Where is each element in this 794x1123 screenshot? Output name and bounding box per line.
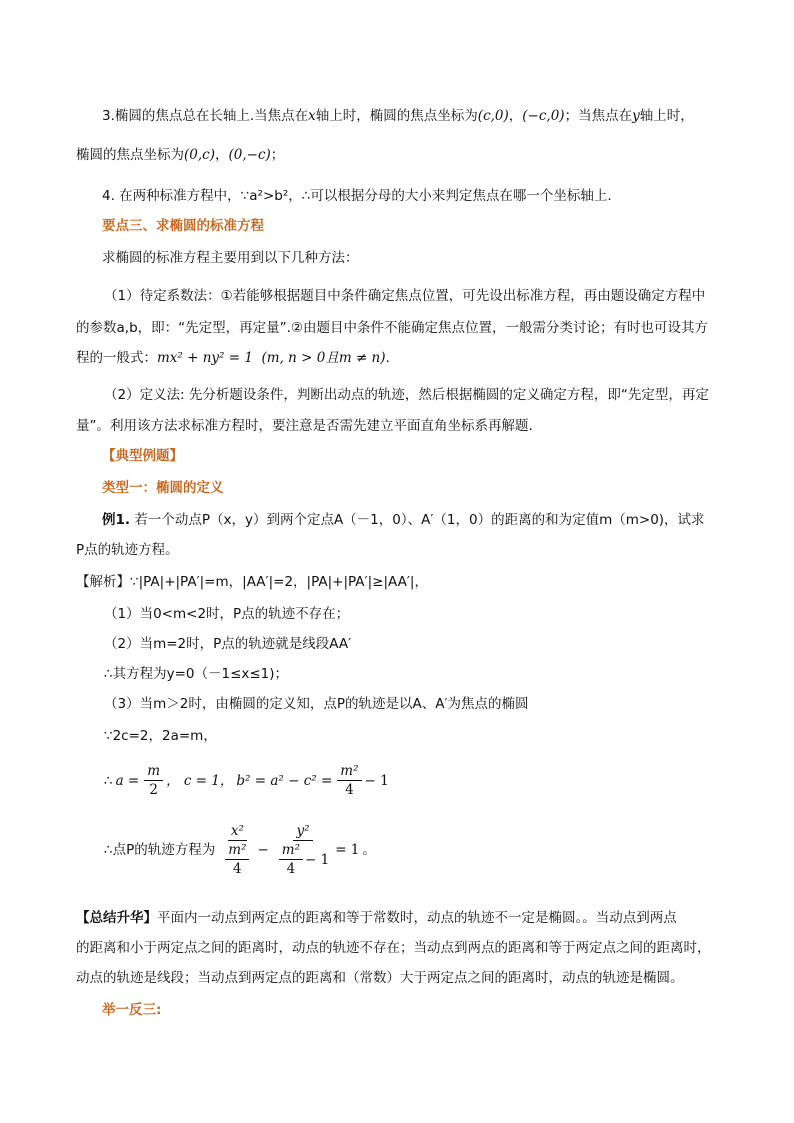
a-fraction: $\frac{m}{2}$ xyxy=(144,762,163,799)
example1-label: 例1. xyxy=(102,512,131,528)
practice-title: 举一反三: xyxy=(102,1002,162,1018)
solution-line1: 【解析】∵|PA|+|PA′|=m，|AA′|=2，|PA|+|PA′|≥|AA′|， xyxy=(76,574,428,590)
solution-label: 【解析】 xyxy=(76,574,130,590)
method1-line2: 的参数a,b，即：“先定型，再定量”.②由题目中条件不能确定焦点位置，一般需分类讨论；有时也可设其方 xyxy=(76,320,709,336)
y-term-fraction: y² $\frac{\text{m²}}{4}$ − 1 xyxy=(274,822,332,878)
solution-case3: （3）当m＞2时，由椭圆的定义知，点P的轨迹是以A、A′为焦点的椭圆 xyxy=(104,696,529,712)
point3-line1: 3.椭圆的焦点总在长轴上.当焦点在x轴上时，椭圆的焦点坐标为(c,0)，(−c,0)；当焦点在y轴上时， xyxy=(102,108,694,124)
typical-examples-title: 【典型例题】 xyxy=(102,448,183,464)
method2-line1: （2）定义法: 先分析题设条件，判断出动点的轨迹，然后根据椭圆的定义确定方程，即“先定型，再定 xyxy=(104,387,709,403)
solution-case2: （2）当m=2时，P点的轨迹就是线段AA′ xyxy=(104,636,352,652)
x-term-inner-fraction: $\frac{\text{m²}}{4}$ xyxy=(225,841,249,878)
section3-title: 要点三、求椭圆的标准方程 xyxy=(102,218,264,234)
example1-line2: P点的轨迹方程。 xyxy=(76,542,179,558)
summary-line2: 的距离和小于两定点之间的距离时，动点的轨迹不存在；当动点到两点的距离和等于两定点之间的距离时， xyxy=(76,940,711,956)
general-equation-condition: (m, n > 0且m ≠ n) xyxy=(261,350,386,366)
method1-line3: 程的一般式：mx² + ny² = 1 (m, n > 0且m ≠ n). xyxy=(76,350,390,366)
point4-text: 4. 在两种标准方程中，∵a²>b²，∴可以根据分母的大小来判定焦点在哪一个坐标轴上. xyxy=(102,188,612,204)
methods-intro: 求椭圆的标准方程主要用到以下几种方法： xyxy=(102,250,359,266)
b-fraction: $\frac{\text{m²}}{4}$ xyxy=(337,762,361,799)
solution-abc-formula: ∴ a = $\frac{m}{2}$ ， c = 1， b² = a² − c² = $\frac{\text{m²}}{4}$ − 1 xyxy=(104,763,389,798)
summary-line3: 动点的轨迹是线段；当动点到两定点的距离和（常数）大于两定点之间的距离时，动点的轨迹是椭圆。 xyxy=(76,970,684,986)
solution-segment-equation: ∴其方程为y=0（－1≤x≤1)； xyxy=(104,666,289,682)
point3-line2: 椭圆的焦点坐标为(0,c)，(0,−c)； xyxy=(76,147,285,163)
type1-title: 类型一：椭圆的定义 xyxy=(102,480,224,496)
solution-case1: （1）当0<m<2时，P点的轨迹不存在； xyxy=(104,606,350,622)
solution-given: ∵2c=2，2a=m， xyxy=(104,728,217,744)
y-term-inner-fraction: $\frac{\text{m²}}{4}$ xyxy=(279,841,303,878)
method2-line2: 量”。利用该方法求标准方程时，要注意是否需先建立平面直角坐标系再解题. xyxy=(76,418,533,434)
method1-line1: （1）待定系数法：①若能够根据题目中条件确定焦点位置，可先设出标准方程，再由题设确定方程中 xyxy=(104,288,706,304)
solution-trajectory-equation: ∴点P的轨迹方程为 $\frac{\text{x²}}{\frac{\text{m²}}{4}}$ − y² $\frac{\text{m²}}{4}$ − 1 = 1 。 xyxy=(104,823,376,877)
summary-label: 【总结升华】 xyxy=(76,910,157,926)
x-term-fraction: $\frac{\text{x²}}{\frac{\text{m²}}{4}}$ xyxy=(220,822,254,878)
general-equation: mx² + ny² = 1 xyxy=(157,350,253,366)
summary-line1: 【总结升华】平面内一动点到两定点的距离和等于常数时，动点的轨迹不一定是椭圆。。当动点到两点 xyxy=(76,910,677,926)
example1-line1: 例1. 若一个动点P（x，y）到两个定点A（－1，0）、A′（1，0）的距离的和为定值m（m>0)，试求 xyxy=(102,512,705,528)
